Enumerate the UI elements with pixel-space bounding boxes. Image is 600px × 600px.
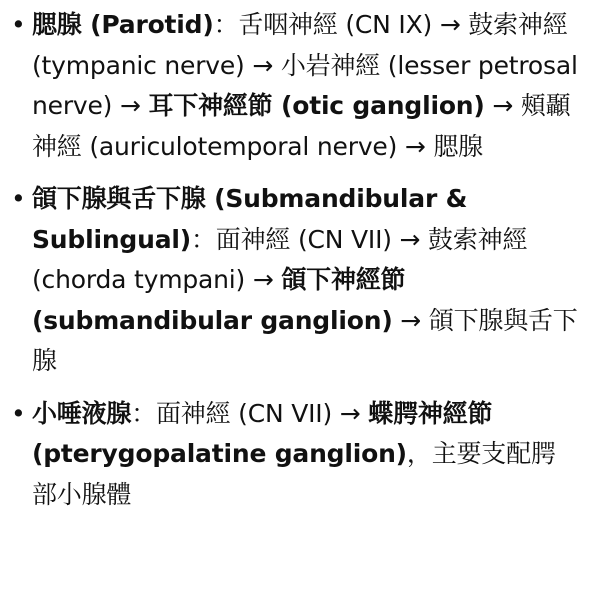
pathway-text: ：面神經 (CN VII) → 鼓索神經 (chorda tympani) → — [32, 224, 528, 294]
bullet-point: • — [11, 184, 26, 213]
pathway-text: → 頰顳神經 (auriculotemporal nerve) → 腮腺 — [32, 91, 571, 161]
pathway-text: ，主要支配腭部小腺體 — [32, 439, 556, 509]
term-minor-salivary: 小唾液腺 — [32, 398, 132, 428]
list-item-parotid — [8, 5, 580, 167]
term-submandibular-ganglion: 頜下神經節 (submandibular ganglion) — [32, 265, 406, 335]
term-parotid: 腮腺 (Parotid) — [32, 10, 214, 39]
pathway-text: ：舌咽神經 (CN IX) → 鼓索神經 (tympanic nerve) → 小岩神經 (lesser petrosal nerve) → — [32, 10, 578, 120]
bullet-point: • — [11, 398, 26, 428]
pathway-text: ：面神經 (CN VII) → — [131, 398, 369, 428]
term-pterygopalatine-ganglion: 蝶腭神經節 (pterygopalatine ganglion) — [32, 398, 493, 468]
gland-innervation-list — [8, 5, 580, 515]
pathway-text: → 頜下腺與舌下腺 — [32, 305, 578, 375]
list-item-minor-salivary — [8, 394, 580, 516]
bullet-point: • — [11, 10, 26, 39]
list-item-submandibular-sublingual — [8, 179, 580, 382]
term-submandibular-sublingual: 頜下腺與舌下腺 (Submandibular & Sublingual) — [32, 184, 468, 254]
term-otic-ganglion: 耳下神經節 (otic ganglion) — [148, 91, 485, 120]
